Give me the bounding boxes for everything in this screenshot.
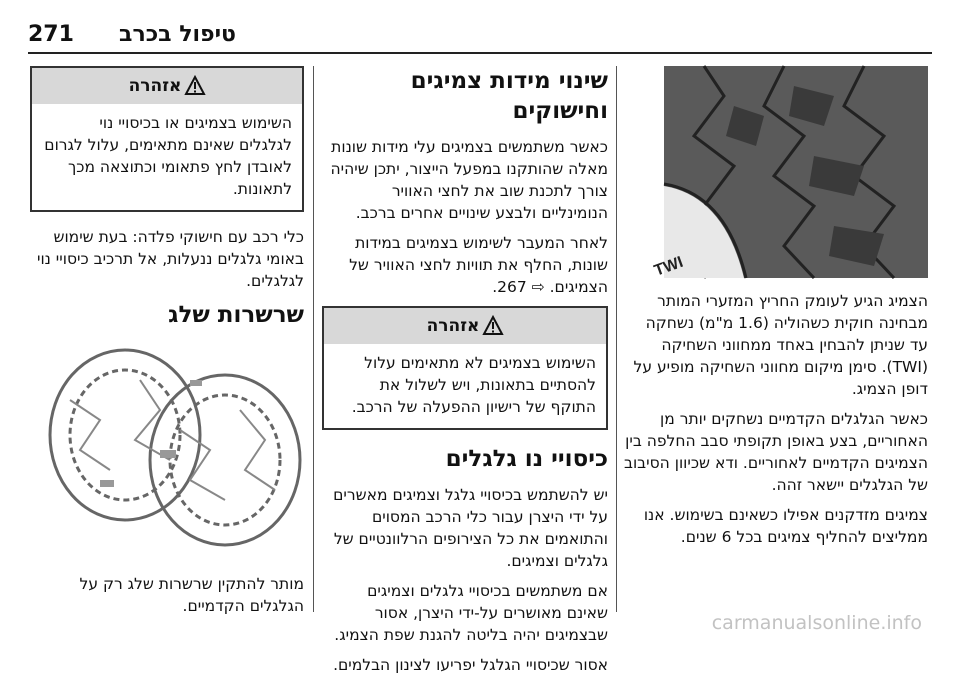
twi-label: TWI: [651, 253, 686, 280]
middle-paragraph-5: אסור שכיסויי הגלגל יפריעו לצינון הבלמים.: [333, 656, 608, 674]
section-title-wheel-covers: כיסויי נו גלגלים: [445, 446, 608, 472]
warning-icon: [483, 316, 503, 336]
tire-tread-illustration: [651, 66, 928, 280]
section-title-snow-chains: שרשרות שלג: [168, 302, 304, 328]
page-reference-icon[interactable]: ⇨: [531, 278, 545, 296]
section-title-tire-sizes: שינוי מידות צמיגים וחישוקים: [410, 68, 608, 124]
middle-paragraph-1: כאשר משתמשים בצמיגים עלי מידות שונות מאלה שהותקנו במפעל הייצור, יתכן שיהיה צורך לתכנת שוב את לחצי האוויר הנומינליים ולבצע שינויים אחרים ברכב.: [330, 138, 608, 222]
warning-title: אזהרה: [128, 76, 182, 96]
watermark: carmanualsonline.info: [711, 612, 922, 634]
warning-header: [324, 308, 606, 344]
column-divider-right: [616, 66, 617, 612]
middle-paragraph-4: אם משתמשים בכיסויי גלגלים וצמיגים שאינם מאושרים על-ידי היצרן, אסור שבצמיגים יהיה בליטה להגנת שפת הצמיג.: [334, 582, 608, 644]
left-paragraph-1: כלי רכב עם חישוקי פלדה: בעת שימוש באומי גלגלים ננעלות, אל תרכיב כיסויי נוי לגלגלים.: [36, 228, 304, 290]
warning-title: אזהרה: [426, 316, 480, 336]
warning-header: [32, 68, 302, 104]
section-header-title: טיפול בכרב: [119, 22, 236, 47]
warning-box-middle: [322, 306, 608, 430]
header-rule: [28, 52, 932, 54]
warning-icon: [185, 76, 205, 96]
column-left: [30, 66, 304, 625]
middle-paragraph-3: יש להשתמש בכיסויי גלגל וצמיגים מאשרים על ידי היצרן עבור כלי הרכב המסוים והתואמים את כל הצירופים הרלוונטיים של גלגלים וצמיגים.: [333, 486, 608, 570]
page-header: [28, 22, 932, 58]
right-paragraph-1: הצמיג הגיע לעומק החריץ המזערי המותר מבחינה חוקית כשהוליה (1.6 מ"מ) נשחקה עד שניתן להבחין באחד ממחווני השחיקה (TWI). סימן מיקום מחווני השחיקה מופיע על דופן הצמיג.: [633, 292, 928, 398]
warning-text: השימוש בצמיגים או בכיסויי נוי לגלגלים שאינם מתאימים, עלול לגרום לאובדן לחץ פתאומי וכתוצאה מכך לתאונות.: [44, 114, 292, 198]
page-number: 271: [28, 22, 74, 47]
warning-text: השימוש בצמיגים לא מתאימים עלול להסתיים בתאונות, ויש לשלול את התוקף של רישיון ההפעלה של הרכב.: [351, 354, 596, 416]
snow-chains-illustration: [40, 340, 304, 555]
warning-box-left: [30, 66, 304, 212]
right-paragraph-2: כאשר הגלגלים הקדמיים נשחקים יותר מן האחוריים, בצע באופן תקופתי סבב החלפה בין הצמיגים הקדמיים לאחוריים. ודא שכיוון הסיבוב של הגלגלים יישאר זהה.: [624, 410, 928, 494]
right-paragraph-3: צמיגים מזדקנים אפילו כשאינם בשימוש. אנו ממליצים להחליף צמיגים בכל 6 שנים.: [643, 506, 928, 546]
column-middle: [322, 66, 608, 684]
middle-paragraph-2: לאחר המעבר לשימוש בצמיגים במידות שונות, החלף את תוויות לחצי האוויר של הצמיגים. ⇨ 267.: [349, 234, 608, 296]
column-divider-left: [313, 66, 314, 612]
column-right: [624, 66, 928, 556]
page-reference-number[interactable]: 267: [497, 278, 527, 296]
left-caption: מותר להתקין שרשרות שלג רק על הגלגלים הקדמיים.: [79, 575, 304, 615]
